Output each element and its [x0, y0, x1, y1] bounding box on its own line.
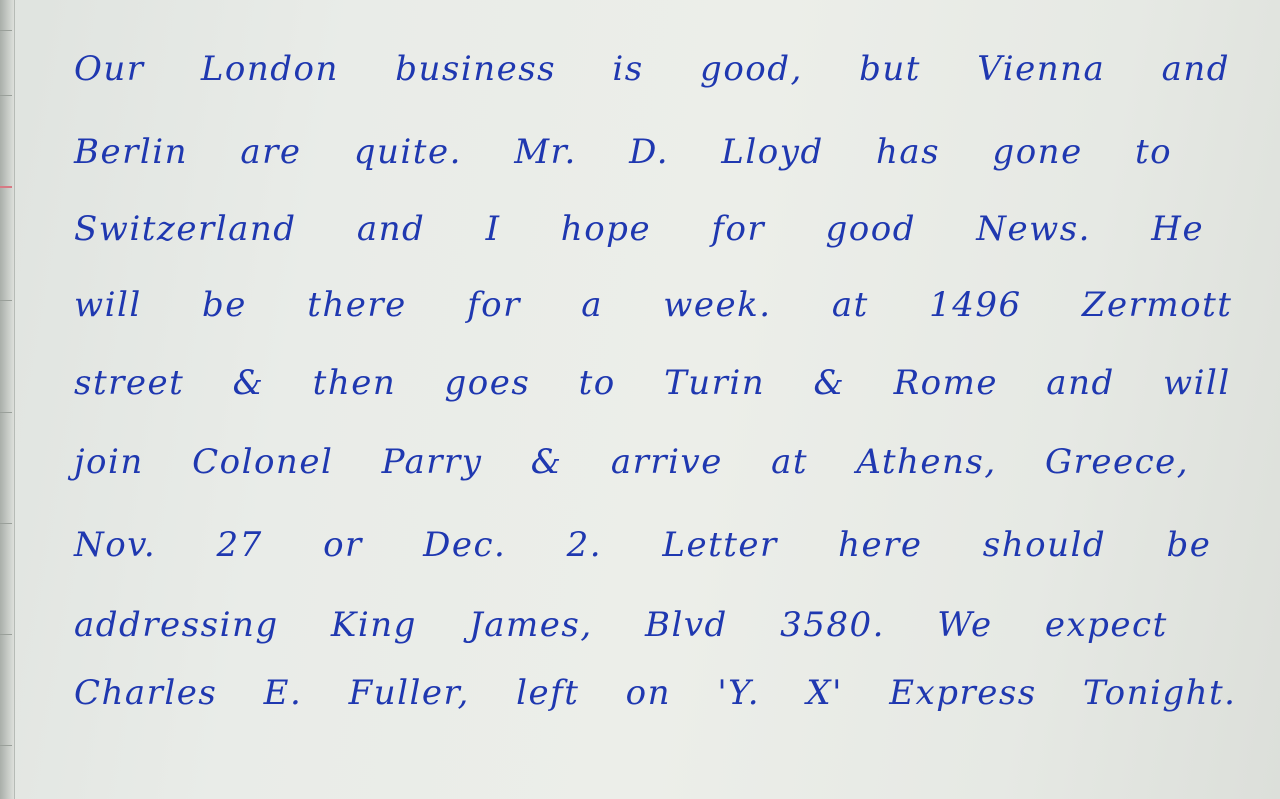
handwritten-line: addressing King James, Blvd 3580. We expect — [74, 605, 1168, 645]
handwritten-line: will be there for a week. at 1496 Zermott — [74, 285, 1233, 325]
handwritten-line: Charles E. Fuller, left on 'Y. X' Express Tonight. — [74, 673, 1237, 713]
handwritten-line: Switzerland and I hope for good News. He — [74, 209, 1205, 249]
handwritten-line: Our London business is good, but Vienna and — [74, 49, 1231, 89]
handwritten-line: join Colonel Parry & arrive at Athens, Greece, — [74, 442, 1190, 482]
handwritten-line: street & then goes to Turin & Rome and will — [74, 363, 1231, 403]
handwritten-line: Berlin are quite. Mr. D. Lloyd has gone to — [74, 132, 1173, 172]
handwritten-line: Nov. 27 or Dec. 2. Letter here should be — [74, 525, 1212, 565]
